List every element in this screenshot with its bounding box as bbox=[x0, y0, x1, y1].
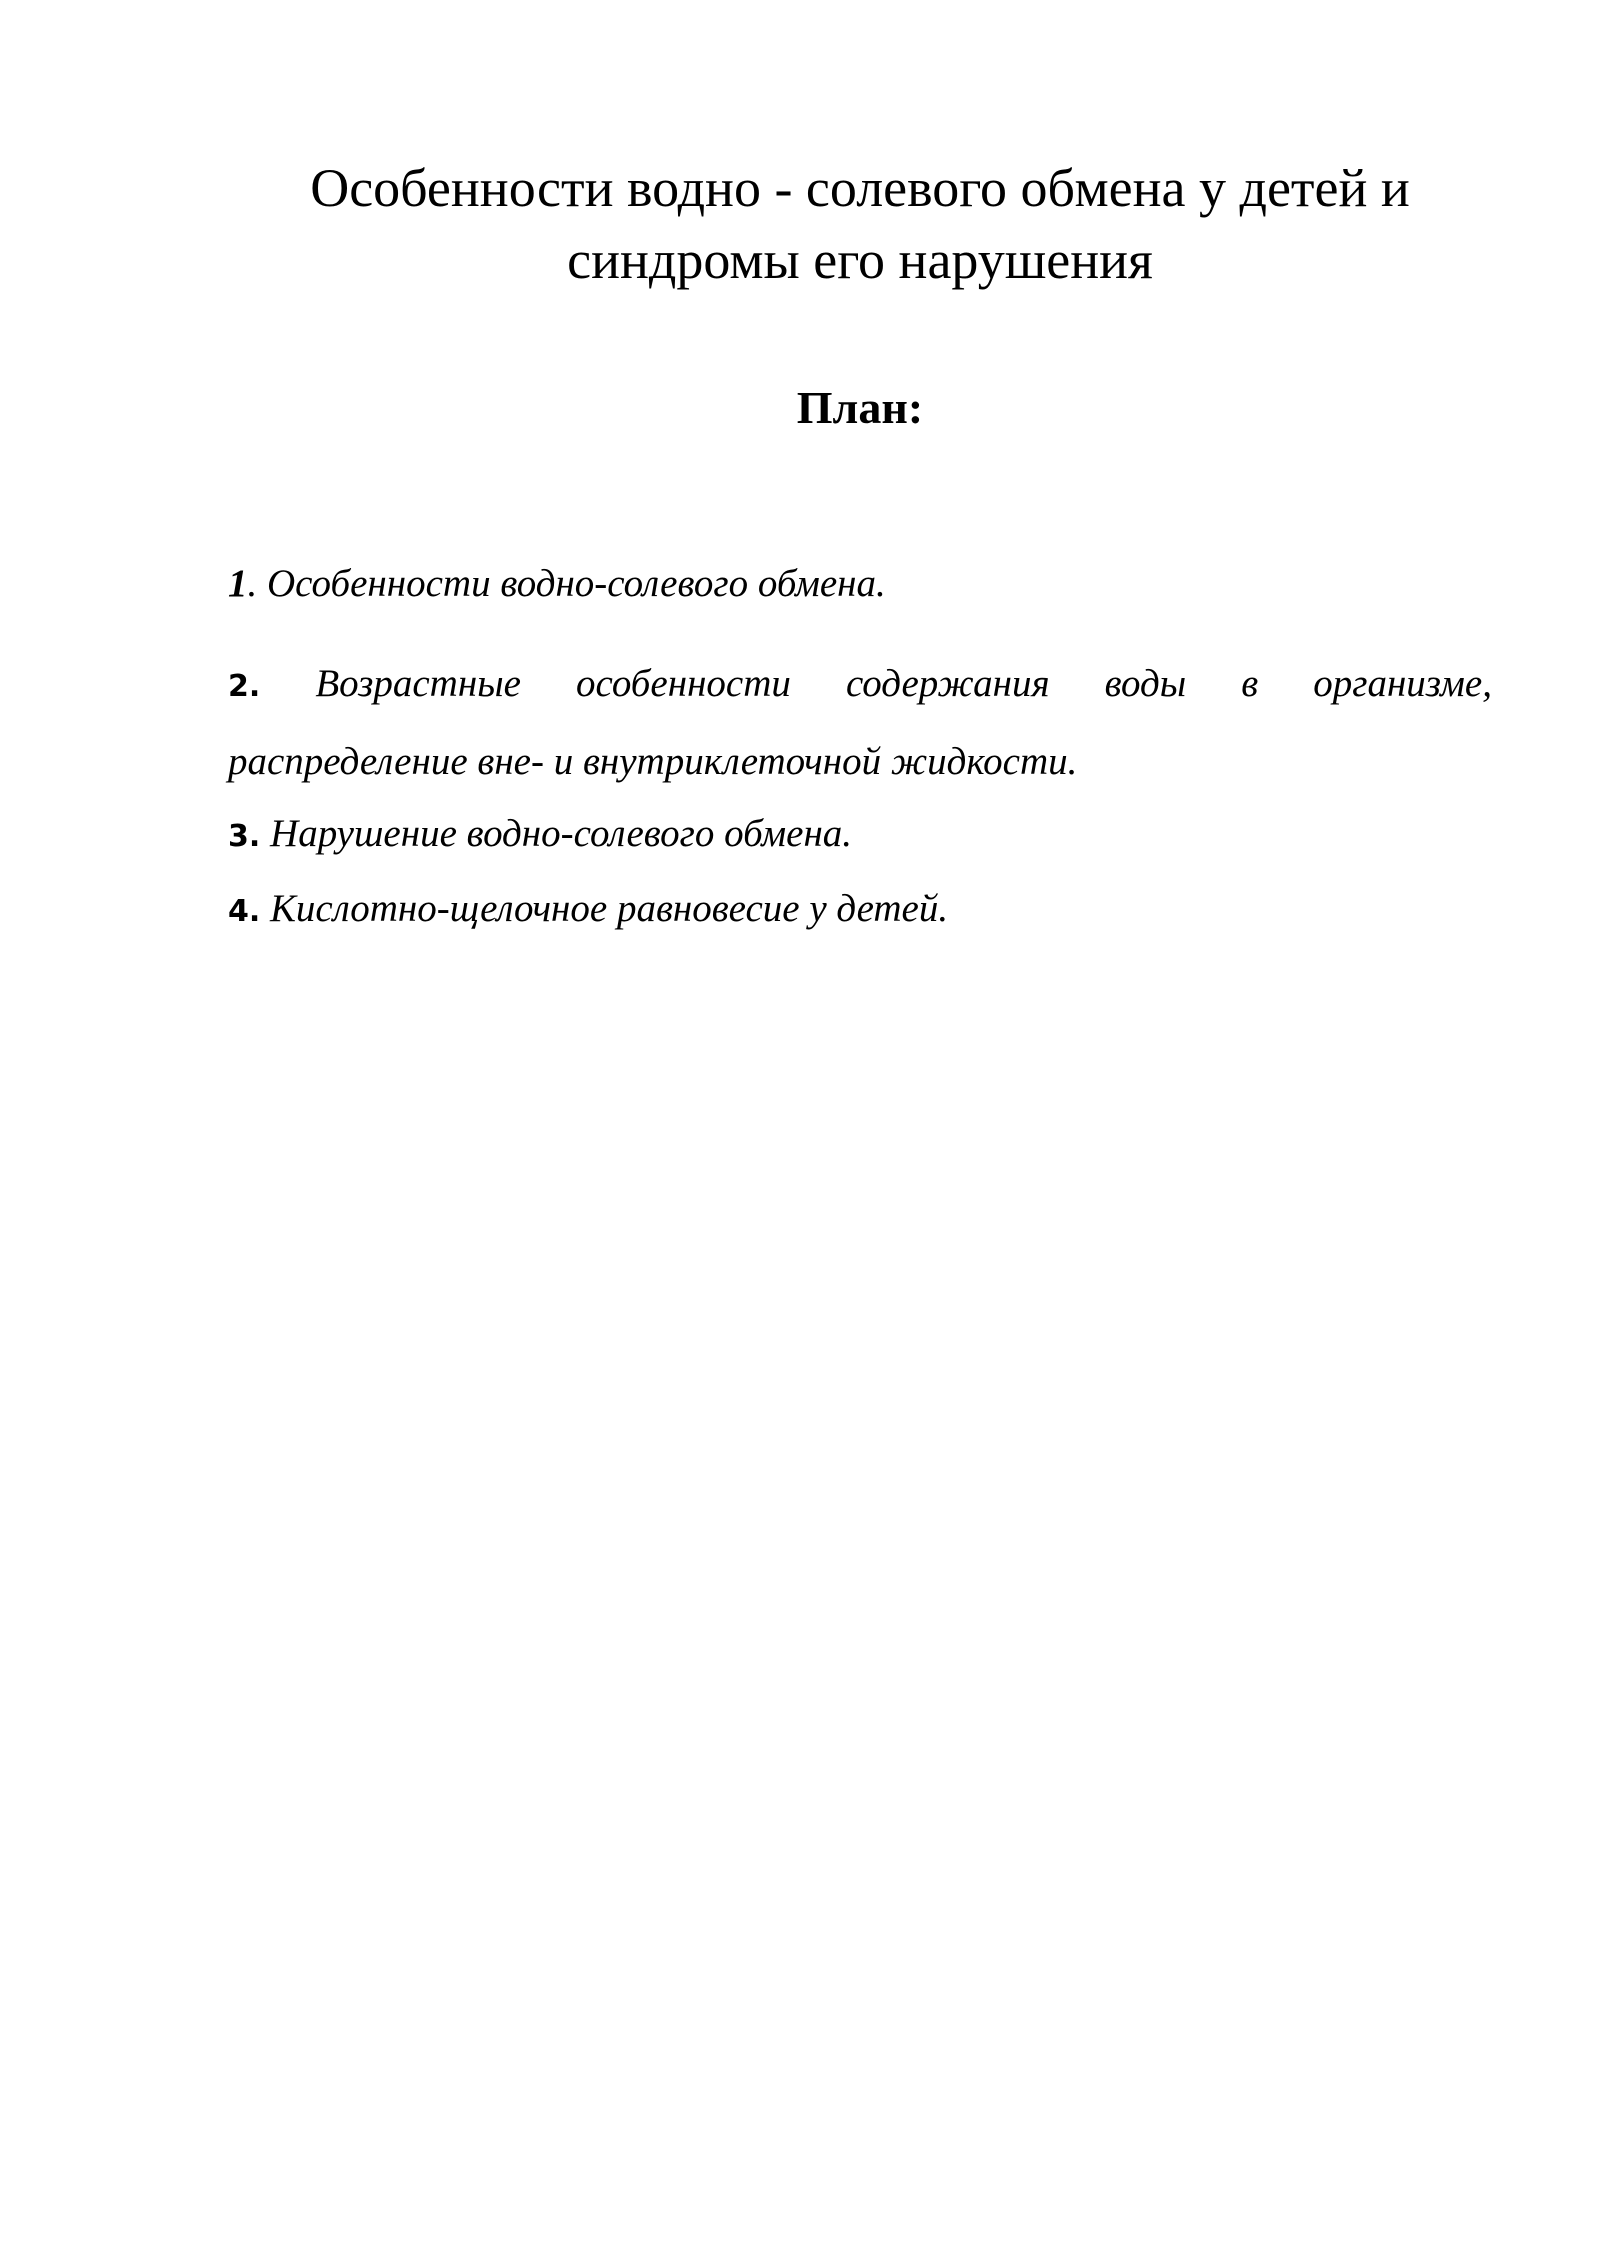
document-title: Особенности водно - солевого обмена у детей и синдромы его нарушения bbox=[310, 158, 1410, 290]
plan-item-4 bbox=[228, 871, 1492, 949]
plan-item-line-2: распределение вне- и внутриклеточной жидкости. bbox=[228, 740, 1078, 783]
plan-item-separator: . bbox=[247, 562, 258, 605]
plan-heading: План: bbox=[796, 382, 924, 433]
plan-item-2 bbox=[228, 646, 1492, 799]
plan-item-text: Кислотно-щелочное равновесие у детей. bbox=[260, 887, 949, 930]
plan-item-number: 1 bbox=[228, 562, 248, 605]
plan-item-3 bbox=[228, 796, 1492, 874]
plan-item-text: Нарушение водно-солевого обмена. bbox=[260, 812, 853, 855]
plan-item-text: Особенности водно-солевого обмена. bbox=[257, 562, 886, 605]
plan-item-number: 4. bbox=[228, 894, 261, 929]
plan-item-1 bbox=[228, 546, 1492, 621]
plan-item-line-1 bbox=[228, 646, 1492, 724]
plan-item-text: Возрастные особенности содержания воды в организме, bbox=[260, 662, 1492, 705]
plan-item-number: 3. bbox=[228, 819, 261, 854]
plan-item-number: 2. bbox=[228, 669, 261, 704]
